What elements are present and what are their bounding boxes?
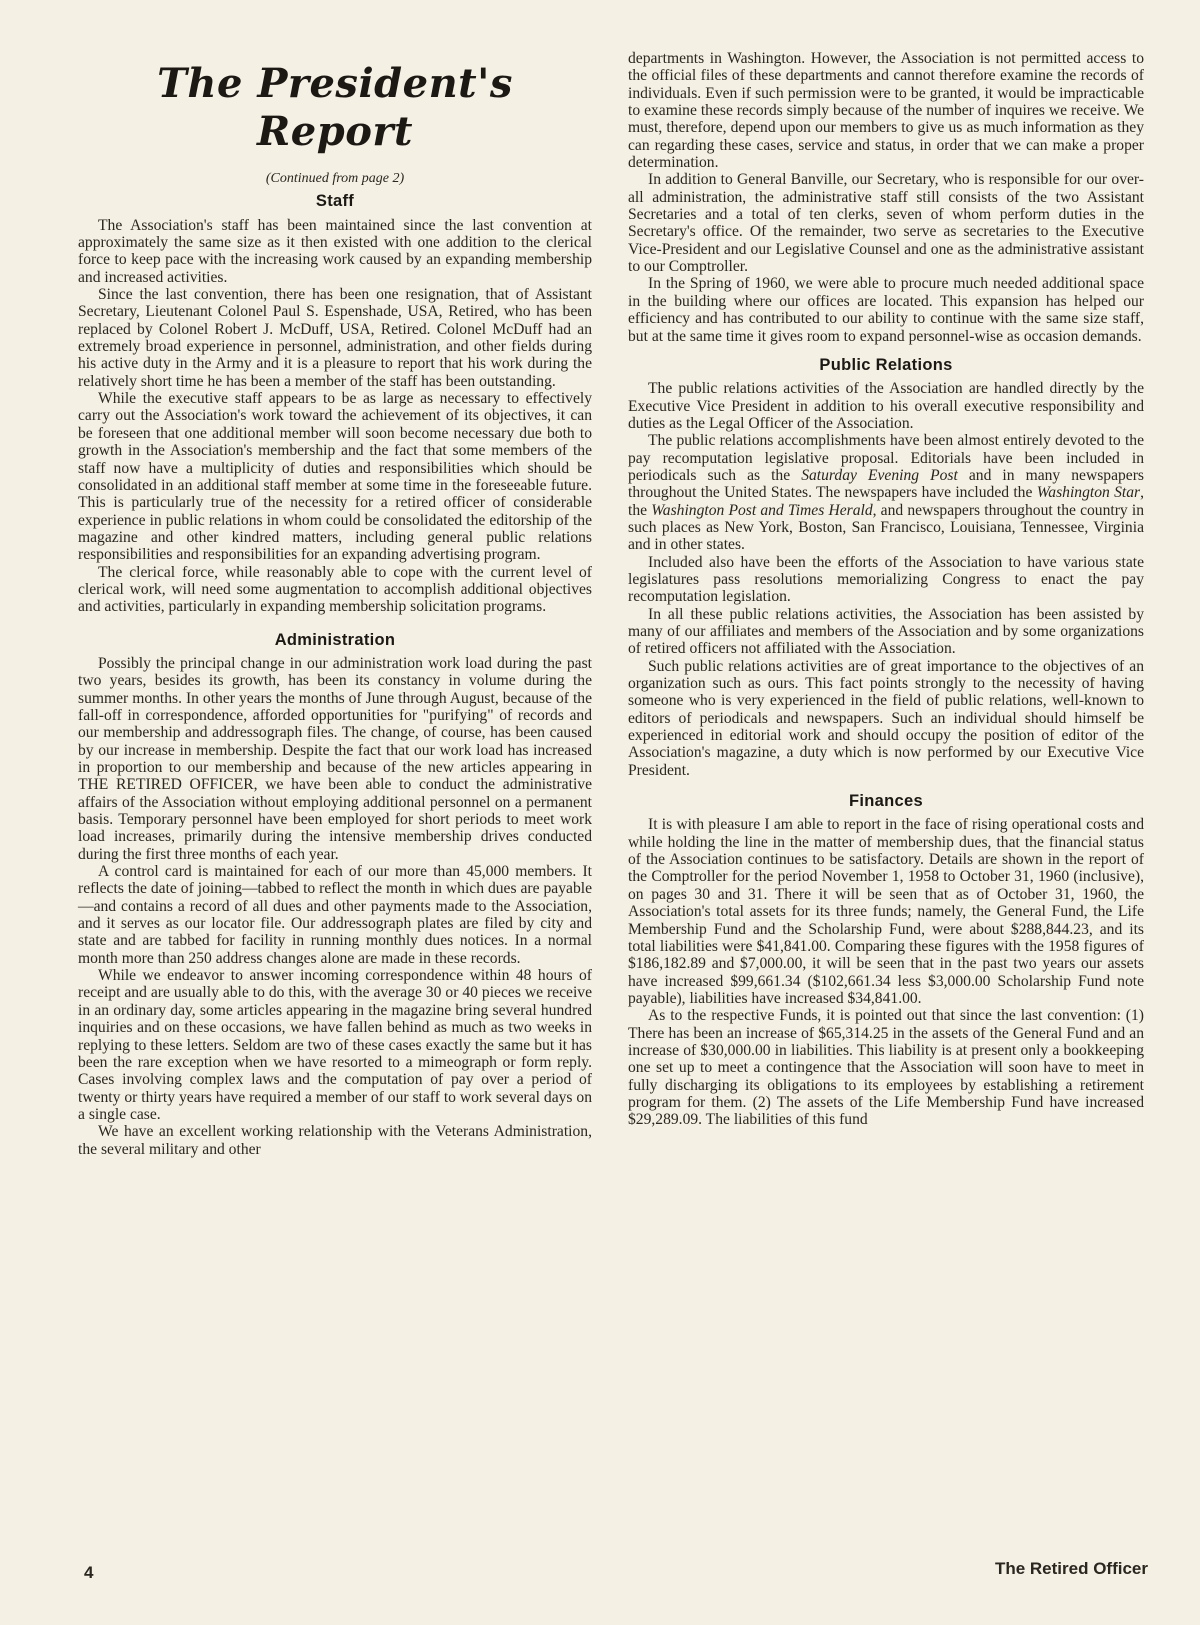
publication-title: The Retired Officer: [994, 1559, 1148, 1578]
page-number: 4: [84, 1563, 94, 1582]
publication-name: Saturday Evening Post: [801, 466, 958, 484]
publication-name: Washington Post and Times Herald: [651, 501, 873, 519]
report-masthead: The President's Report: [157, 60, 513, 155]
text-run: , and newspapers throughout the country in such places as New York, Boston, San Francisco, Louisiana, Tennessee, Virginia and in other states.: [628, 501, 1144, 554]
paragraph: In all these public relations activities, the Association has been assisted by many of our affiliates and members of the Association and by some organizations of retired officers not affiliated with the Association.: [628, 605, 1144, 658]
text-run: , the: [628, 484, 1144, 519]
paragraph: The Association's staff has been maintained since the last convention at approximately the same size as it then existed with one addition to the clerical force to keep pace with the increasing work caused by an expanding membership and increased activities.: [78, 216, 592, 286]
right-column: [628, 50, 1144, 1129]
paragraph: While the executive staff appears to be as large as necessary to effectively carry out the Association's work toward the achievement of its objectives, it can be foreseen that one additional member will soon become necessary due both to growth in the Association's membership and the fact that some members of the staff now have a multiplicity of duties and responsibilities which should be consolidated in an additional staff member at some time in the foreseeable future. This is particularly true of the necessity for a retired officer of considerable experience in public relations in whom could be consolidated the editorship of the magazine and other kindred matters, including general public relations responsibilities and responsibilities for an expanding advertising program.: [78, 390, 592, 564]
publication-name: Washington Star: [1036, 484, 1141, 502]
paragraph: Such public relations activities are of great importance to the objectives of an organization such as ours. This fact points strongly to the necessity of having someone who is very experienced in the field of public relations, well-known to editors of periodicals and newspapers. Such an individual should himself be experienced in editorial work and should occupy the position of editor of the Association's magazine, a duty which is now performed by our Executive Vice President.: [628, 657, 1144, 779]
paragraph: We have an excellent working relationship with the Veterans Administration, the several military and other: [78, 1123, 592, 1158]
paragraph: [628, 432, 1144, 553]
text-run: The public relations accomplishments have been almost entirely devoted to the pay recomputation legislative proposal. Editorials have been included in periodicals such as the: [628, 432, 1144, 484]
section-heading-finances: Finances: [849, 792, 923, 811]
paragraph: A control card is maintained for each of our more than 45,000 members. It reflects the date of joining—tabbed to reflect the month in which dues are payable—and contains a record of all dues and other payments made to the Association, and it serves as our locator file. Our addressograph plates are filed by city and state and are tabbed for facility in running monthly dues notices. In a normal month more than 250 address changes alone are made in these records.: [78, 863, 592, 967]
continued-note: (Continued from page 2): [265, 171, 405, 186]
section-heading-staff: Staff: [315, 192, 355, 211]
paragraph: Since the last convention, there has been one resignation, that of Assistant Secretary, Lieutenant Colonel Paul S. Espenshade, USA, Retired, who has been replaced by Colonel Robert J. McDuff, USA, Retired. Colonel McDuff had an extremely broad experience in personnel, administration, and other fields during his active duty in the Army and it is a pleasure to report that his work during the relatively short time he has been a member of the staff has been outstanding.: [78, 286, 592, 390]
section-heading-administration: Administration: [274, 630, 396, 649]
paragraph: Possibly the principal change in our administration work load during the past two years, besides its growth, has been its constancy in volume during the summer months. In other years the months of June through August, because of the fall-off in correspondence, afforded opportunities for "purifying" of records and our membership and addressograph files. The change, of course, has been caused by our increase in membership. Despite the fact that our work load has increased in proportion to our membership and because of the new articles appearing in THE RETIRED OFFICER, we have been able to conduct the administrative affairs of the Association without employing additional personnel on a permanent basis. Temporary personnel have been employed for short periods to meet work load increases, primarily during the intensive membership drives conducted during the first three months of each year.: [78, 654, 592, 863]
paragraph: It is with pleasure I am able to report in the face of rising operational costs and while holding the line in the matter of membership dues, that the financial status of the Association continues to be satisfactory. Details are shown in the report of the Comptroller for the period November 1, 1958 to October 31, 1960 (inclusive), on pages 30 and 31. There it will be seen that as of October 31, 1960, the Association's total assets for its three funds; namely, the General Fund, the Life Membership Fund and the Scholarship Fund, were about $288,844.23, and its total liabilities were $41,841.00. Comparing these figures with the 1958 figures of $186,182.89 and $7,000.00, it will be seen that in the past two years our assets have increased $99,661.34 ($102,661.34 less $3,000.00 Scholarship Fund note payable), liabilities have increased $34,841.00.: [628, 816, 1144, 1007]
section-heading-public-relations: Public Relations: [819, 355, 953, 374]
paragraph: In addition to General Banville, our Secretary, who is responsible for our over-all administration, the administrative staff still consists of the two Assistant Secretaries and a total of ten clerks, seven of whom perform duties in the Secretary's office. Of the remainder, two serve as secretaries to the Executive Vice-President and our Legislative Counsel and one as the administrative assistant to our Comptroller.: [628, 171, 1144, 276]
text-run: and in many newspapers throughout the United States. The newspapers have included the: [628, 466, 1144, 502]
paragraph: In the Spring of 1960, we were able to procure much needed additional space in the building where our offices are located. This expansion has helped our efficiency and has contributed to our ability to continue with the same size staff, but at the same time it gives room to expand personnel-wise as occasion demands.: [628, 275, 1144, 345]
paragraph-continuation: departments in Washington. However, the Association is not permitted access to the official files of these departments and cannot therefore examine the records of individuals. Even if such permission were to be granted, it would be impracticable to examine these records simply because of the number of inquires we receive. We must, therefore, depend upon our members to give us as much information as they can regarding these cases, service and status, in order that we can make a proper determination.: [628, 50, 1144, 172]
paragraph: While we endeavor to answer incoming correspondence within 48 hours of receipt and are usually able to do this, with the average 30 or 40 pieces we receive in an ordinary day, some articles appearing in the magazine bring several hundred inquiries and on these occasions, we have fallen behind as much as two weeks in replying to these letters. Seldom are two of these cases exactly the same but it has been the rare exception when we have resorted to a mimeograph or form reply. Cases involving complex laws and the computation of pay over a period of twenty or thirty years have required a member of our staff to work several days on a single case.: [78, 967, 592, 1123]
paragraph: Included also have been the efforts of the Association to have various state legislatures pass resolutions memorializing Congress to enact the pay recomputation legislation.: [628, 553, 1144, 606]
left-column: [78, 60, 592, 1158]
paragraph: The clerical force, while reasonably able to cope with the current level of clerical work, will need some augmentation to accomplish additional objectives and activities, particularly in expanding membership solicitation programs.: [78, 563, 592, 616]
paragraph: The public relations activities of the Association are handled directly by the Executive Vice President in addition to his overall executive responsibility and duties as the Legal Officer of the Association.: [628, 380, 1144, 432]
paragraph: As to the respective Funds, it is pointed out that since the last convention: (1) There has been an increase of $65,314.25 in the assets of the General Fund and an increase of $30,000.00 in liabilities. This liability is at present only a bookkeeping one set up to meet a contingence that the Association will soon have to meet in fully discharging its obligations to its employees by establishing a retirement program for them. (2) The assets of the Life Membership Fund have increased $29,289.09. The liabilities of this fund: [628, 1007, 1144, 1129]
